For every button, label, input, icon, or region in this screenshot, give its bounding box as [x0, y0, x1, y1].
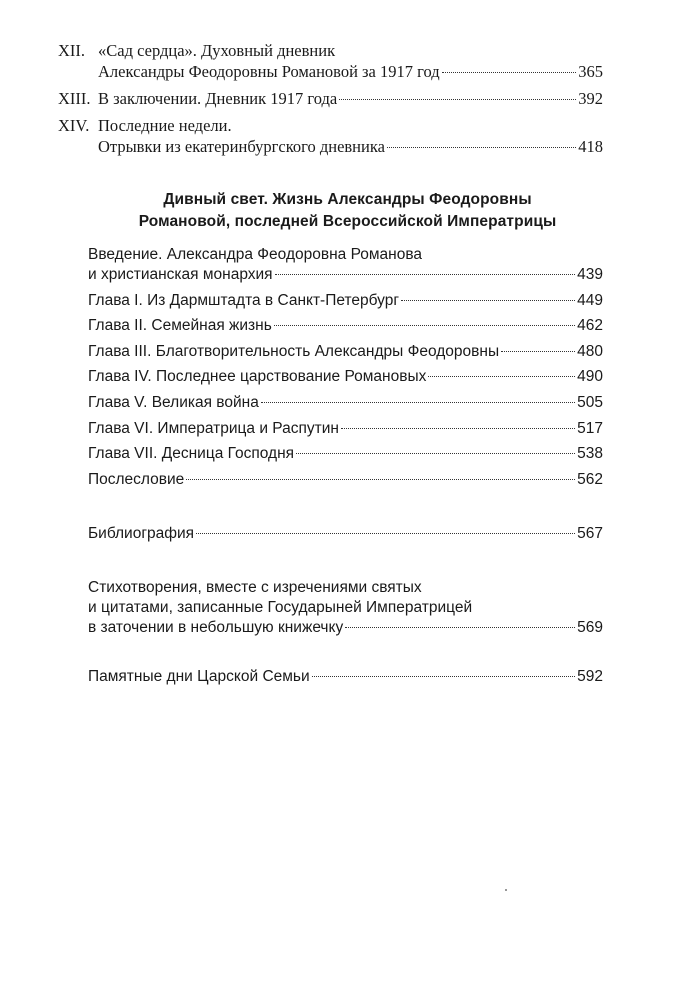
- toc-chapter: [58, 40, 603, 82]
- toc-chapter: [58, 115, 603, 157]
- section-title-line: Романовой, последней Всероссийской Императрицы: [138, 213, 557, 230]
- entry-title: Глава II. Семейная жизнь: [88, 317, 272, 335]
- entry-title: Послесловие: [88, 470, 185, 488]
- entry-title: Глава I. Из Дармштадта в Санкт-Петербург: [88, 291, 400, 309]
- entry-title: Памятные дни Царской Семьи: [88, 668, 310, 685]
- page-number: 538: [577, 445, 603, 463]
- paper-speck: [505, 889, 507, 891]
- page-number: 569: [577, 619, 603, 636]
- chapter-number: XII.: [58, 41, 86, 60]
- page-number: 490: [577, 368, 603, 386]
- entry-title-line: в заточении в небольшую книжечку: [88, 619, 344, 636]
- entry-title: Библиография: [88, 525, 195, 542]
- toc-entry: [88, 245, 603, 285]
- toc-entry: [88, 291, 603, 311]
- page-number: 592: [577, 668, 603, 685]
- dot-leader: [345, 627, 575, 628]
- toc-chapter: [58, 88, 603, 109]
- page-number: 418: [578, 137, 603, 156]
- page-number: 392: [578, 89, 603, 108]
- toc-entry: [88, 470, 603, 490]
- dot-leader: [339, 99, 576, 100]
- dot-leader: [428, 376, 575, 377]
- entry-title: Глава V. Великая война: [88, 393, 259, 411]
- page-number: 505: [577, 393, 603, 411]
- entry-title: Глава IV. Последнее царствование Романовых: [88, 368, 427, 386]
- dot-leader: [387, 147, 576, 148]
- page-number: 439: [577, 266, 603, 283]
- entry-title-line: и христианская монархия: [88, 266, 273, 283]
- toc-entry-memorial-days: [88, 667, 603, 687]
- entry-title-line: Введение. Александра Феодоровна Романова: [88, 246, 422, 263]
- entry-title-line: Стихотворения, вместе с изречениями святых: [88, 579, 422, 596]
- dot-leader: [442, 72, 577, 73]
- chapter-title-line: Александры Феодоровны Романовой за 1917 год: [98, 62, 440, 81]
- chapter-title-line: Последние недели.: [98, 116, 232, 135]
- page-number: 517: [577, 419, 603, 437]
- dot-leader: [501, 351, 575, 352]
- chapter-number: XIV.: [58, 116, 90, 135]
- dot-leader: [341, 428, 575, 429]
- toc-entry: [88, 419, 603, 439]
- section-title-line: Дивный свет. Жизнь Александры Феодоровны: [163, 191, 532, 208]
- chapter-title-line: В заключении. Дневник 1917 года: [98, 89, 338, 108]
- page-number: 462: [577, 317, 603, 335]
- dot-leader: [261, 402, 575, 403]
- toc-entry-bibliography: [88, 524, 603, 544]
- chapter-title-line: «Сад сердца». Духовный дневник: [98, 41, 336, 60]
- dot-leader: [186, 479, 575, 480]
- toc-entry: [88, 367, 603, 387]
- toc-entry: [88, 316, 603, 336]
- section-title: [0, 189, 695, 233]
- chapter-number: XIII.: [58, 89, 91, 108]
- dot-leader: [275, 274, 576, 275]
- page-number: 365: [578, 62, 603, 81]
- entry-title: Глава VII. Десница Господня: [88, 445, 295, 463]
- chapter-title-line: Отрывки из екатеринбургского дневника: [98, 137, 385, 156]
- dot-leader: [312, 676, 575, 677]
- page-number: 562: [577, 470, 603, 488]
- toc-chapters: [58, 40, 603, 163]
- toc-entry: [88, 444, 603, 464]
- dot-leader: [274, 325, 575, 326]
- page-number: 449: [577, 291, 603, 309]
- dot-leader: [196, 533, 575, 534]
- toc-entry: [88, 393, 603, 413]
- entry-title: Глава VI. Императрица и Распутин: [88, 419, 339, 437]
- dot-leader: [401, 300, 575, 301]
- dot-leader: [296, 453, 575, 454]
- entry-title: Глава III. Благотворительность Александры Феодоровны: [88, 342, 500, 360]
- page-number: 567: [577, 525, 603, 542]
- entry-title-line: и цитатами, записанные Государыней Императрицей: [88, 599, 473, 616]
- page-number: 480: [577, 342, 603, 360]
- toc-entry-poems: [88, 578, 603, 638]
- toc-entry: [88, 342, 603, 362]
- toc-entries: [88, 245, 603, 495]
